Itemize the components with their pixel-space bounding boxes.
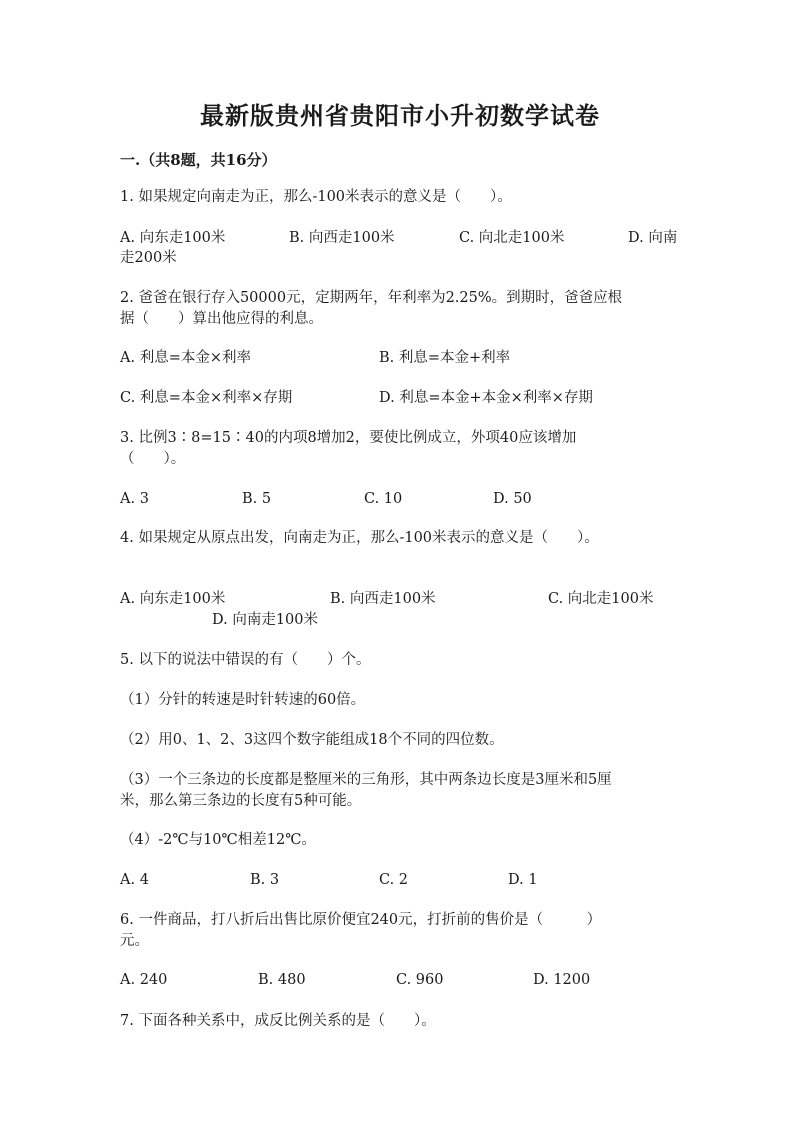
question-1-option-d-wrap: 走200米	[120, 250, 177, 266]
question-3-option-d: D. 50	[493, 491, 532, 507]
question-2-option-d: D. 利息=本金+本金×利率×存期	[379, 390, 593, 406]
exam-title: 最新版贵州省贵阳市小升初数学试卷	[200, 101, 600, 130]
question-3-option-a: A. 3	[120, 491, 149, 507]
question-7-text: 7. 下面各种关系中，成反比例关系的是（ ）。	[120, 1013, 436, 1029]
question-5-statement-3-line-2: 米，那么第三条边的长度有5种可能。	[120, 793, 362, 809]
question-3-option-c: C. 10	[364, 491, 403, 507]
question-6-text-line-2: 元。	[120, 933, 149, 949]
question-1-text: 1. 如果规定向南走为正，那么-100米表示的意义是（ ）。	[120, 189, 512, 205]
question-5-option-a: A. 4	[120, 872, 149, 888]
question-6-text-line-1: 6. 一件商品，打八折后出售比原价便宜240元，打折前的售价是（ ）	[120, 912, 602, 928]
question-2-option-a: A. 利息=本金×利率	[120, 350, 251, 366]
question-5-statement-4: （4）-2℃与10℃相差12℃。	[120, 832, 316, 848]
question-6-option-c: C. 960	[396, 972, 444, 988]
question-1-option-c: C. 向北走100米	[459, 230, 565, 246]
question-6-option-a: A. 240	[120, 972, 168, 988]
question-1-option-b: B. 向西走100米	[289, 230, 395, 246]
question-2-option-b: B. 利息=本金+利率	[379, 350, 511, 366]
question-5-option-b: B. 3	[250, 872, 280, 888]
question-5-text: 5. 以下的说法中错误的有（ ）个。	[120, 652, 371, 668]
question-3-option-b: B. 5	[242, 491, 272, 507]
question-2-text-line-1: 2. 爸爸在银行存入50000元，定期两年，年利率为2.25%。到期时，爸爸应根	[120, 290, 623, 306]
question-4-option-c: C. 向北走100米	[548, 591, 654, 607]
question-6-option-b: B. 480	[258, 972, 306, 988]
question-4-option-a: A. 向东走100米	[120, 591, 226, 607]
question-1-option-d: D. 向南	[628, 230, 678, 246]
section-heading: 一.（共8题，共16分）	[120, 151, 277, 169]
question-4-option-b: B. 向西走100米	[330, 591, 436, 607]
question-3-text-line-2: （ ）。	[120, 451, 186, 467]
question-3-text-line-1: 3. 比例3∶8=15∶40的内项8增加2，要使比例成立，外项40应该增加	[120, 430, 577, 446]
question-4-option-d: D. 向南走100米	[212, 612, 319, 628]
question-2-text-line-2: 据（ ）算出他应得的利息。	[120, 311, 323, 327]
question-5-option-d: D. 1	[508, 872, 538, 888]
question-2-option-c: C. 利息=本金×利率×存期	[120, 390, 293, 406]
question-5-statement-3-line-1: （3）一个三条边的长度都是整厘米的三角形，其中两条边长度是3厘米和5厘	[120, 772, 612, 788]
question-5-statement-1: （1）分针的转速是时针转速的60倍。	[120, 692, 366, 708]
question-6-option-d: D. 1200	[533, 972, 591, 988]
question-5-statement-2: （2）用0、1、2、3这四个数字能组成18个不同的四位数。	[120, 732, 504, 748]
question-5-option-c: C. 2	[379, 872, 409, 888]
question-1-option-a: A. 向东走100米	[120, 230, 226, 246]
question-4-text: 4. 如果规定从原点出发，向南走为正，那么-100米表示的意义是（ ）。	[120, 530, 599, 546]
